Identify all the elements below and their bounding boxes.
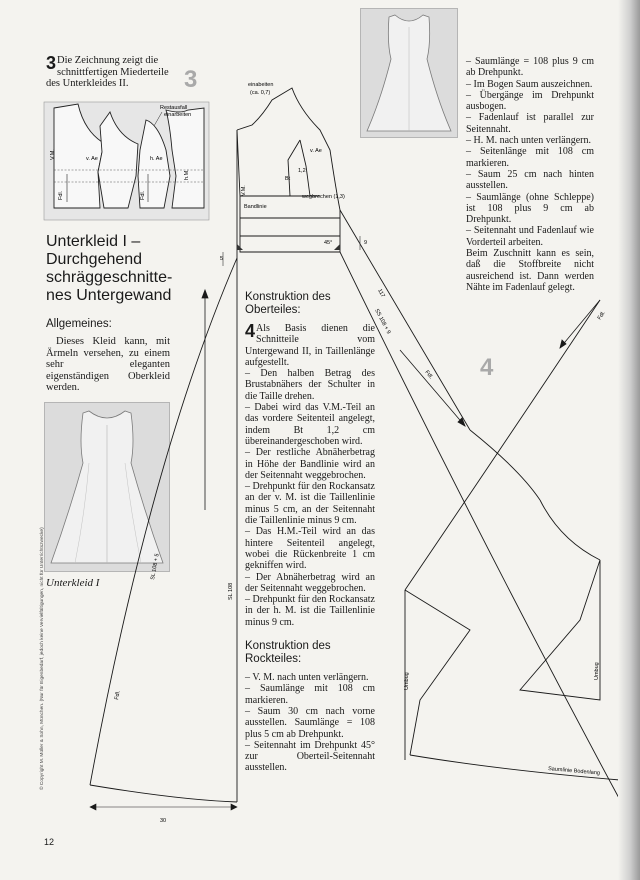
list-item: – Drehpunkt für den Rockansatz an der v. M. ist die Taillenlinie minus 5 cm, an der Seitennaht die Taillenlinie minus 9 cm. [245,481,375,527]
book-spine-shadow [618,0,640,880]
list-item: – Saumlänge = 108 plus 9 cm ab Drehpunkt. [466,56,594,79]
pattern-fdl-right-label: Fdl. [596,310,607,322]
pattern-fdl-mid-label: Fdl. [423,369,434,381]
bodice-heading-line-1: Konstruktion des [245,291,331,303]
fig3-vm-label: V.M. [50,149,56,160]
pattern-wegbrechen-label: wegbrechen (1,3) [302,194,345,200]
fig3-hm-label: h.M. [184,169,190,180]
fig3-einarbeiten-label: einarbeiten [164,112,192,118]
fig3-restausfall-label: Restausfall [160,105,188,111]
right-column-list [466,56,594,293]
list-item: – Seitennaht im Drehpunkt 45° zur Oberteil-Seitennaht ausstellen. [245,739,375,774]
list-item: – Im Bogen Saum auszeichnen. [466,78,593,90]
general-heading: Allgemeines: [46,318,112,330]
bodice-section [245,291,375,774]
pattern-117-label: 117 [376,288,386,299]
pattern-ca07-label: (ca. 0,7) [250,90,271,96]
page-number: 12 [44,837,55,847]
fig3-vae-label: v. Ae [86,156,98,162]
pattern-ss1089-label: SS 108 + 9 [373,308,392,336]
bodice-number: 4 [245,321,256,341]
list-item: – Dabei wird das V.M.-Teil an das vordere Seitenteil angelegt, indem Bt 1,2 cm übereinandergeschoben wird. [245,402,375,447]
title-line-3: schräggeschnitte- [46,269,173,286]
pattern-vm-label: V.M. [241,185,247,196]
step3-text: Die Zeichnung zeigt die schnittfertigen Miederteile des Unterkleides II. [46,55,169,90]
fig3-fdl1-label: Fdl. [58,190,64,200]
pattern-saumlinie-label: Saumlinie Bodenlang [547,766,601,777]
skirt-heading [245,640,375,666]
front-hem-line [90,785,237,802]
back-piece-outline [520,560,600,700]
list-item: – Übergänge im Drehpunkt ausbogen. [466,89,594,113]
pattern-sl1085-label: SL 108 + 5 [150,553,161,581]
pattern-5-label: 5 [220,256,224,262]
dress-caption: Unterkleid I [46,577,100,589]
list-item: – Seitenlänge mit 108 cm markieren. [466,146,594,169]
general-text: Dieses Kleid kann, mit Ärmeln versehen, zu einem sehr eleganten eigenständigen Oberkleid werden. [46,336,170,394]
pattern-45-label: 45° [324,240,333,246]
figure-4-number: 4 [480,354,494,381]
pattern-9-label: 9 [364,240,368,246]
bodice-intro-text: Als Basis dienen die Schnitteile vom Untergewand II, in Taillenlänge aufgestellt. [245,323,375,368]
skirt-heading-line-1: Konstruktion des [245,640,331,653]
pattern-umbug1-label: Umbug [404,672,410,690]
front-skirt-outline [90,258,237,785]
title-line-1: Unterkleid I – [46,233,141,250]
pattern-einabeiten-label: einabeiten [248,82,274,88]
list-item: – Saumlänge mit 108 cm markieren. [245,683,375,706]
skirt-list [245,672,375,774]
pattern-bt-label: Bt [285,176,291,182]
front-side-seam-long [340,252,620,800]
pattern-sl108-label: SL 108 [228,582,234,600]
copyright-note: © Copyright M. Müller & Sohn, München. (Nur für Eigenbedarf, jedoch keine Vervielfältigungen, nicht für Unterrichtszwecke) [40,527,45,790]
back-skirt-line-1 [405,300,600,590]
list-item: – H. M. nach unten verlängern. [466,135,591,147]
title-line-2: Durchgehend [46,251,143,268]
hem-zigzag-left [405,590,470,755]
skirt-heading-line-2: Rockteiles: [245,653,302,666]
list-item: – Den halben Betrag des Brustabnähers der Schulter in die Taille drehen. [245,368,375,402]
bodice-heading-line-2: Oberteiles: [245,304,301,316]
figure-3-number: 3 [184,66,198,93]
list-item: – Drehpunkt für den Rockansatz in der h. M. ist die Taillenlinie minus 9 cm. [245,594,375,628]
list-item: – Das H.M.-Teil wird an das hintere Seitenteil angelegt, wobei die Rückenbreite 1 cm gekniffen wird. [245,526,375,572]
bodice-heading [245,291,375,317]
list-item: – Saum 25 cm nach hinten ausstellen. [466,168,594,192]
bodice-lower [237,130,340,252]
list-item: – Saumlänge (ohne Schleppe) ist 108 plus 9 cm ab Drehpunkt. [466,191,594,226]
pattern-12-label: 1,2 [298,168,306,174]
pattern-bandlinie-label: Bandlinie [244,204,267,210]
hem-bottom [410,755,620,780]
pattern-vae-label: v. Ae [310,148,322,154]
list-item: – Der Abnäherbetrag wird an der Seitennaht weggebrochen. [245,571,375,594]
title-line-4: nes Untergewand [46,287,172,304]
fig3-fdl2-label: Fdl. [140,190,146,200]
list-item: – Seitennaht und Fadenlauf wie Vorderteil arbeiten. [466,225,594,248]
list-item: – Fadenlauf ist parallel zur Seitennaht. [466,112,594,135]
fig3-hae-label: h. Ae [150,156,163,162]
list-item: – V. M. nach unten verlängern. [245,672,369,684]
pattern-umbug2-label: Umbug [594,662,600,680]
list-item: – Saum 30 cm nach vorne ausstellen. Saumlänge = 108 plus 5 cm ab Drehpunkt. [245,705,375,740]
list-item: Beim Zuschnitt kann es sein, daß die Stoffbreite nicht ausreichend ist. Dann werden Nähte im Fadenlauf gelegt. [466,248,594,293]
bodice-intro [245,323,375,368]
bodice-list [245,323,375,628]
list-item: – Der restliche Abnäherbetrag in Höhe der Bandlinie wird an der Seitennaht weggebrochen. [245,447,375,481]
pattern-30-label: 30 [160,818,167,824]
pattern-fdl-left-label: Fdl. [114,690,122,701]
step3-number: 3 [46,53,57,73]
